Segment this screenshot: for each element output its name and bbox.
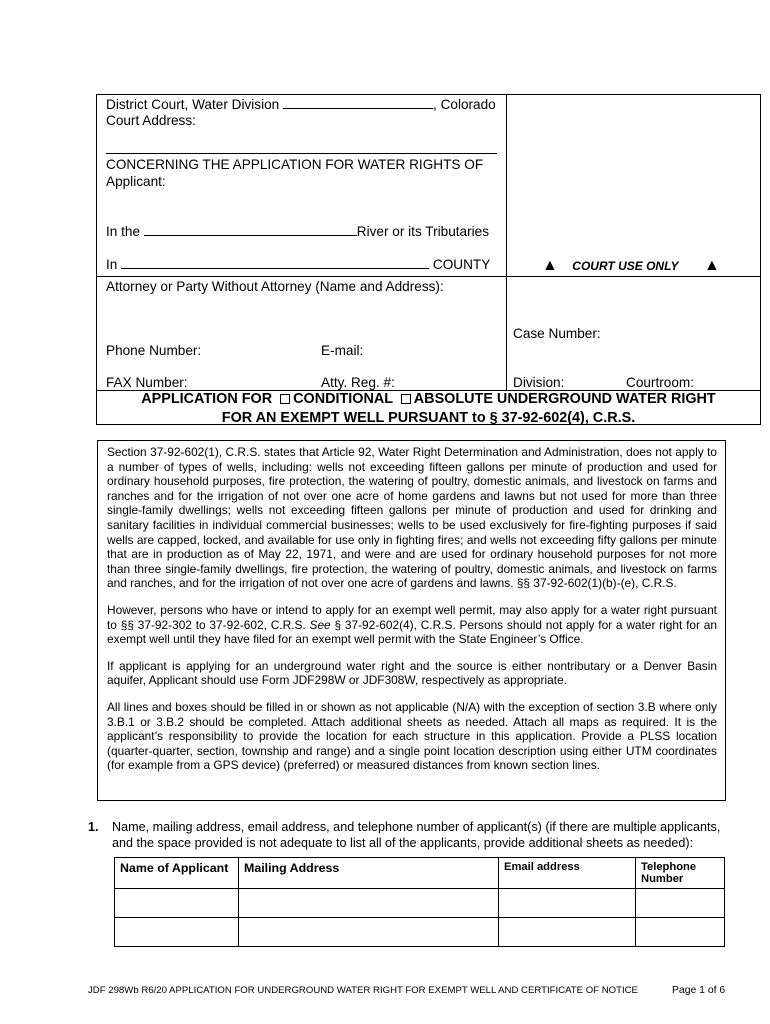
attorney-label: Attorney or Party Without Attorney (Name and Address): [106,279,444,294]
division-label: Division: [513,375,565,390]
telephone-cell[interactable] [636,889,725,918]
court-address-label: Court Address: [106,113,196,128]
table-row [115,889,725,918]
river-field[interactable] [144,223,357,236]
conditional-checkbox[interactable] [280,394,290,404]
instructions-paragraph-2 [107,603,717,647]
caption-divider [506,95,507,390]
county-field[interactable] [121,256,429,269]
instructions-box [97,440,726,801]
section-1-number: 1. [88,820,99,834]
county-line [106,256,490,273]
case-number-label: Case Number: [513,326,601,341]
p2-see: See [309,617,331,632]
court-use-line [542,257,679,275]
conditional-label: CONDITIONAL [293,391,393,407]
footer-form-id: JDF 298Wb R6/20 APPLICATION FOR UNDERGROUND WATER RIGHT FOR EXEMPT WELL AND CERTIFICATE OF NOTICE [88,985,638,996]
section-1 [88,820,738,852]
applicant-label: Applicant: [106,174,166,189]
courtroom-label: Courtroom: [626,375,694,390]
district-court-label: District Court, Water Division [106,97,280,112]
email-label: E-mail: [321,343,364,358]
title-prefix: APPLICATION FOR [141,391,273,407]
phone-label: Phone Number: [106,343,202,358]
title-line-1 [96,390,761,409]
column-header-mailing: Mailing Address [239,858,499,889]
instructions-paragraph-4: All lines and boxes should be filled in or shown as not applicable (N/A) with the exception of section 3.B where only 3.B.1 or 3.B.2 should be completed. Attach additional sheets as needed. Attach all maps as required. It is the applicant’s responsibility to provide the location for each structure in this application. Provide a PLSS location (quarter-quarter, section, township and range) and a single point location description using either UTM coordinates (for example from a GPS device) (preferred) or measured distances from known section lines. [107,699,717,773]
applicants-table [114,857,725,947]
court-address-field[interactable] [106,153,497,154]
table-header-row [115,858,725,889]
up-arrow-icon-left: ▲ [542,257,558,274]
fax-label: FAX Number: [106,375,188,390]
table-row [115,918,725,947]
mailing-address-cell[interactable] [239,918,499,947]
up-arrow-icon-right: ▲ [704,257,720,274]
water-division-field[interactable] [283,96,433,109]
atty-reg-label: Atty. Reg. #: [321,375,395,390]
applicant-name-cell[interactable] [115,918,239,947]
p2-text-a: However, persons who have or intend to apply for an exempt well permit, may also apply for a water right pursuant to §§ 37-92-302 to 37-92-602, C.R.S. [107,602,717,632]
absolute-label: ABSOLUTE UNDERGROUND WATER RIGHT [413,391,716,407]
application-title [96,390,761,428]
footer-page-number: Page 1 of 6 [672,985,726,996]
section-1-text: Name, mailing address, email address, and telephone number of applicant(s) (if there are multiple applicants, and the space provided is not adequate to list all of the applicants, provide additional sheets as needed): [112,820,721,850]
email-cell[interactable] [499,889,636,918]
title-line-2: FOR AN EXEMPT WELL PURSUANT to § 37-92-602(4), C.R.S. [221,410,636,426]
column-header-telephone: Telephone Number [636,858,725,889]
caption-rule-county [97,276,760,277]
concerning-line: CONCERNING THE APPLICATION FOR WATER RIGHTS OF [106,157,484,172]
column-header-name: Name of Applicant [115,858,239,889]
mailing-address-cell[interactable] [239,889,499,918]
instructions-paragraph-3: If applicant is applying for an underground water right and the source is either nontributary or a Denver Basin aquifer, Applicant should use Form JDF298W or JDF308W, respectively as appropriate. [107,658,717,688]
instructions-paragraph-1: Section 37-92-602(1), C.R.S. states that Article 92, Water Right Determination and Administration, does not apply to a number of types of wells, including: wells not exceeding fifteen gallons per minute of production and used for ordinary household purposes, fire protection, the watering of poultry, domestic animals, and livestock on farms and ranches and for the irrigation of not over one acre of home gardens and lawns but not used for more than three single-family dwellings; wells not exceeding fifteen gallons per minute of production and used for drinking and sanitary facilities in individual commercial businesses; wells to be used exclusively for fire-fighting purposes if said wells are capped, locked, and available for use only in fighting fires; and wells not exceeding fifty gallons per minute that are in production as of May 22, 1971, and were and are used for ordinary household purposes for not more than three single-family dwellings, fire protection, the watering of poultry, domestic animals, and livestock on farms and ranches, and for the irrigation of not over one acre of gardens and lawns. §§ 37-92-602(1)(b)-(e), C.R.S. [107,445,717,591]
county-label: COUNTY [432,257,491,272]
in-the-label: In the [106,224,141,239]
applicant-name-cell[interactable] [115,889,239,918]
column-header-email: Email address [499,858,636,889]
email-cell[interactable] [499,918,636,947]
in-label: In [106,257,118,272]
absolute-checkbox[interactable] [401,394,411,404]
district-court-line [106,96,496,113]
telephone-cell[interactable] [636,918,725,947]
p2-text-b: § 37-92-602(4), C.R.S. Persons should not apply for a water right for an exempt well until they have filed for an exempt well permit with the State Engineer’s Office. [107,617,717,647]
court-use-only-label: COURT USE ONLY [572,259,679,273]
in-the-line [106,223,489,240]
river-label: River or its Tributaries [356,224,489,239]
colorado-label: , Colorado [433,97,496,112]
